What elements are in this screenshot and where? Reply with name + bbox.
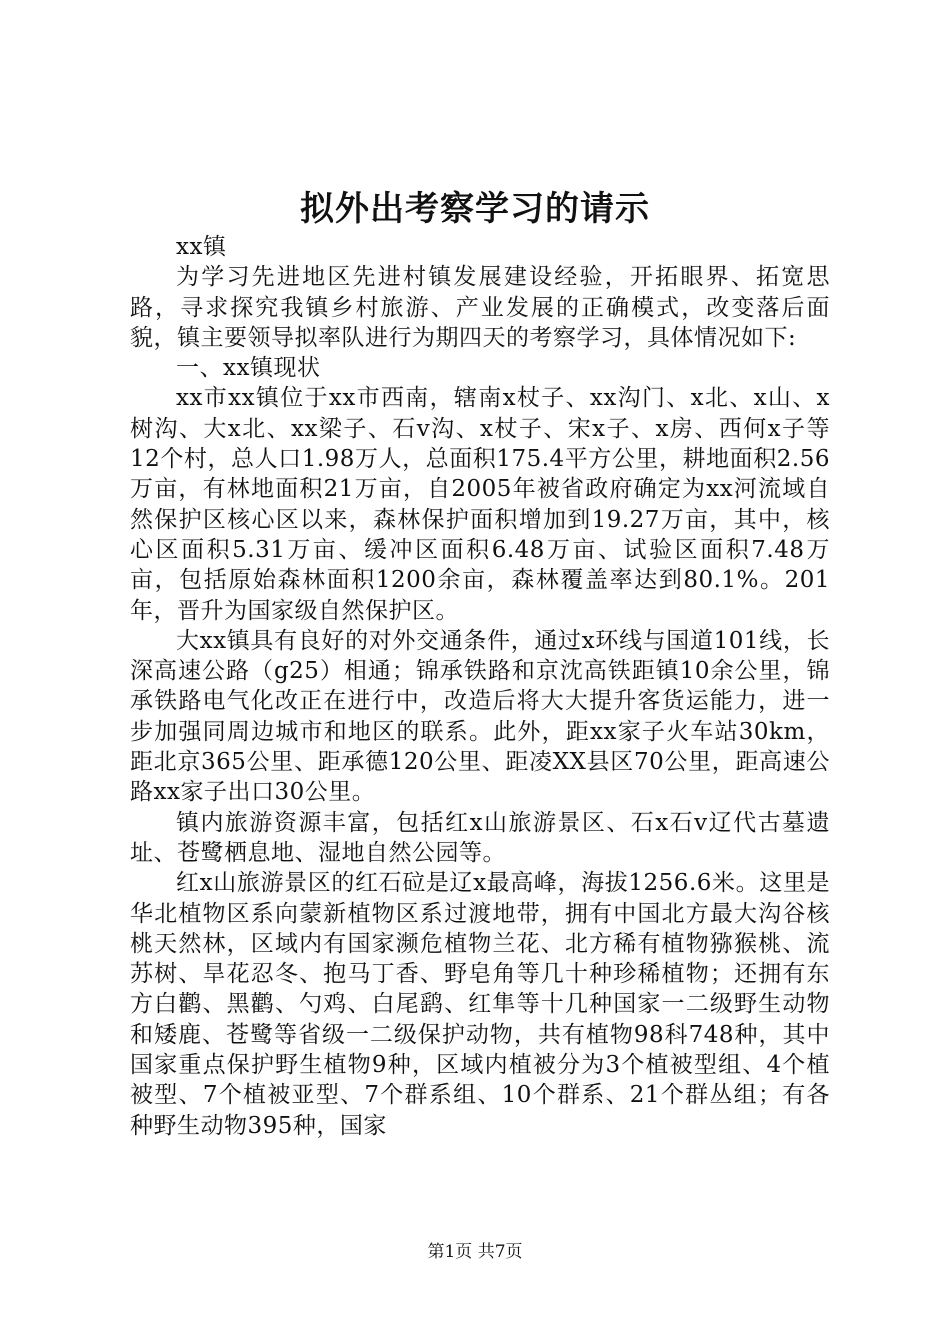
document-title: 拟外出考察学习的请示	[300, 189, 650, 229]
paragraph-transport: 大xx镇具有良好的对外交通条件，通过x环线与国道101线，长深高速公路（g25）相通；锦承铁路和京沈高铁距镇10余公里，锦承铁路电气化改正在进行中，改造后将大大提升客货运能力，进一步加强同周边城市和地区的联系。此外，距xx家子火车站30km，距北京365公里、距承德120公里、距凌XX县区70公里，距高速公路xx家子出口30公里。	[130, 627, 830, 806]
document-body	[130, 232, 830, 1141]
section-heading: 一、xx镇现状	[176, 355, 321, 382]
paragraph-addressee: xx镇	[176, 234, 227, 260]
paragraph-overview: xx市xx镇位于xx市西南，辖南x杖子、xx沟门、x北、x山、x树沟、大x北、xx梁子、石v沟、x杖子、宋x子、x房、西何x子等12个村，总人口1.98万人，总面积175.4平方公里，耕地面积2.56万亩，有林地面积21万亩，自2005年被省政府确定为xx河流域自然保护区核心区以来，森林保护面积增加到19.27万亩，其中，核心区面积5.31万亩、缓冲区面积6.48万亩、试验区面积7.48万亩，包括原始森林面积1200余亩，森林覆盖率达到80.1%。201年，晋升为国家级自然保护区。	[130, 385, 830, 624]
paragraph-intro: 为学习先进地区先进村镇发展建设经验，开拓眼界、拓宽思路，寻求探究我镇乡村旅游、产业发展的正确模式，改变落后面貌，镇主要领导拟率队进行为期四天的考察学习，具体情况如下:	[130, 264, 830, 351]
paragraph-tourism: 镇内旅游资源丰富，包括红x山旅游景区、石x石v辽代古墓遗址、苍鹭栖息地、湿地自然公园等。	[130, 809, 830, 866]
page-number: 第1页 共7页	[427, 1242, 523, 1262]
paragraph-scenic-area: 红x山旅游景区的红石砬是辽x最高峰，海拔1256.6米。这里是华北植物区系向蒙新植物区系过渡地带，拥有中国北方最大沟谷核桃天然林，区域内有国家濒危植物兰花、北方稀有植物猕猴桃、流苏树、旱花忍冬、抱马丁香、野皂角等几十种珍稀植物；还拥有东方白鹳、黑鹳、勺鸡、白尾鹞、红隼等十几种国家一二级野生动物和矮鹿、苍鹭等省级一二级保护动物，共有植物98科748种，其中国家重点保护野生植物9种，区域内植被分为3个植被型组、4个植被型、7个植被亚型、7个群系组、10个群系、21个群丛组；有各种野生动物395种，国家	[130, 870, 830, 1139]
